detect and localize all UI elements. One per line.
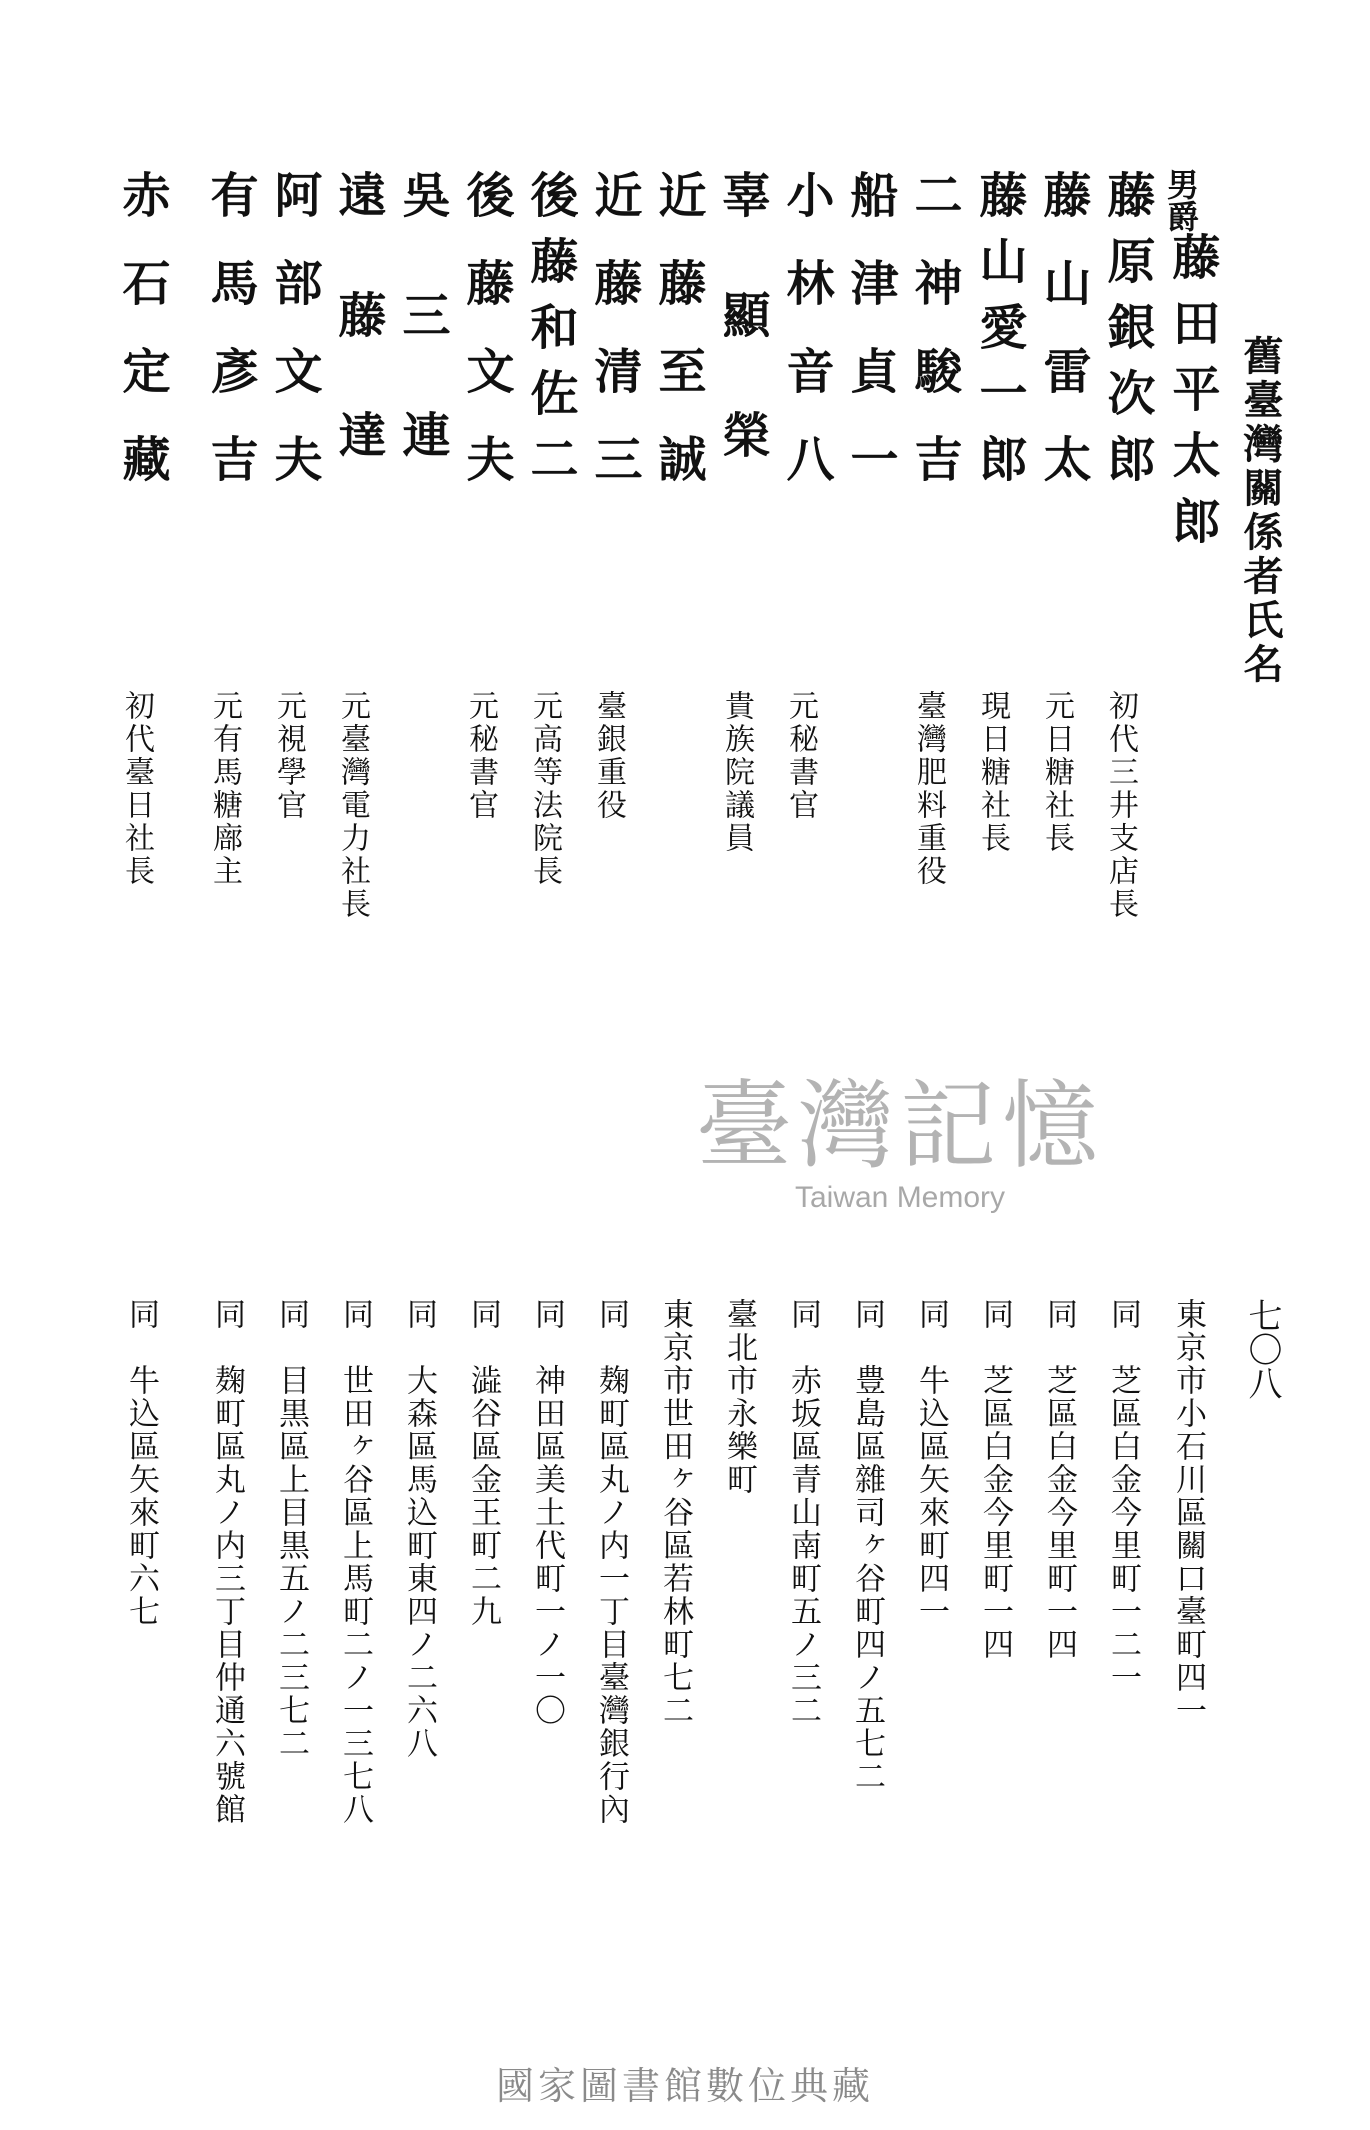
entry-address: 東京市世田ヶ谷區若林町七二 (657, 1298, 693, 1727)
entry-name: 有馬彥吉 (202, 170, 258, 522)
entry-address: 同 目黒區上目黒五ノ二三七二 (273, 1298, 309, 1760)
entry-name: 遠藤達 (330, 170, 386, 530)
entry-name: 後藤文夫 (458, 170, 514, 522)
entry-name: 近藤至誠 (650, 170, 706, 522)
entry-role: 元高等法院長 (527, 690, 562, 888)
entry-role: 臺灣肥料重役 (911, 690, 946, 888)
page-number: 七〇八 (1242, 1298, 1282, 1400)
entry-address: 同 世田ヶ谷區上馬町二ノ一三七八 (337, 1298, 373, 1826)
watermark-english: Taiwan Memory (794, 1181, 1006, 1214)
entry-address: 同 牛込區矢來町六七 (123, 1298, 159, 1628)
entry-address: 同 澁谷區金王町二九 (465, 1298, 501, 1628)
entry-address: 同 赤坂區青山南町五ノ三二 (785, 1298, 821, 1727)
entry-role: 元日糖社長 (1039, 690, 1074, 855)
entry-name: 吳三連 (394, 170, 450, 530)
entry-address: 同 神田區美土代町一ノ一〇 (529, 1298, 565, 1727)
entry-name: 小林音八 (778, 170, 834, 522)
watermark-chinese: 臺灣記憶 (696, 1070, 1104, 1182)
entry-address: 同 牛込區矢來町四一 (913, 1298, 949, 1628)
entry-name: 辜顯榮 (714, 170, 770, 530)
title-label: 男爵 (1162, 168, 1200, 232)
entry-address: 同 芝區白金今里町一四 (977, 1298, 1013, 1661)
entry-address: 同 大森區馬込町東四ノ二六八 (401, 1298, 437, 1760)
entry-address: 同 麹町區丸ノ内一丁目臺灣銀行內 (593, 1298, 629, 1826)
entry-name: 阿部文夫 (266, 170, 322, 522)
entry-role: 貴族院議員 (719, 690, 754, 855)
entry-role: 元秘書官 (463, 690, 498, 822)
entry-address: 同 芝區白金今里町一四 (1041, 1298, 1077, 1661)
entry-address: 臺北市永樂町 (721, 1298, 757, 1496)
entry-role: 元秘書官 (783, 690, 818, 822)
entry-name: 藤山雷太 (1035, 170, 1091, 522)
entry-address: 同 豊島區雜司ヶ谷町四ノ五七二 (849, 1298, 885, 1793)
entry-role: 初代三井支店長 (1103, 690, 1138, 921)
entry-name: 藤山愛一郎 (971, 170, 1027, 500)
entry-role: 初代臺日社長 (119, 690, 154, 888)
entry-role: 臺銀重役 (591, 690, 626, 822)
footer-credit: 國家圖書館數位典藏 (495, 2064, 874, 2108)
entry-role: 元臺灣電力社長 (335, 690, 370, 921)
entry-name: 後藤和佐二 (522, 170, 578, 500)
section-heading: 舊臺灣關係者氏名 (1237, 335, 1284, 687)
entry-address: 同 麹町區丸ノ内三丁目仲通六號館 (209, 1298, 245, 1826)
entry-name: 赤石定藏 (114, 170, 170, 522)
entry-name: 近藤清三 (586, 170, 642, 522)
entry-name: 藤原銀次郎 (1099, 170, 1155, 500)
entry-name: 二神駿吉 (906, 170, 962, 522)
taiwan-memory-watermark (670, 1050, 1130, 1215)
entry-role: 元有馬糖廍主 (207, 690, 242, 888)
entry-address: 東京市小石川區關口臺町四一 (1170, 1298, 1206, 1727)
entry-role: 現日糖社長 (975, 690, 1010, 855)
entry-name: 船津貞一 (842, 170, 898, 522)
entry-role: 元視學官 (271, 690, 306, 822)
entry-address: 同 芝區白金今里町一二一 (1105, 1298, 1141, 1694)
entry-name: 藤田平太郎 (1164, 232, 1220, 562)
